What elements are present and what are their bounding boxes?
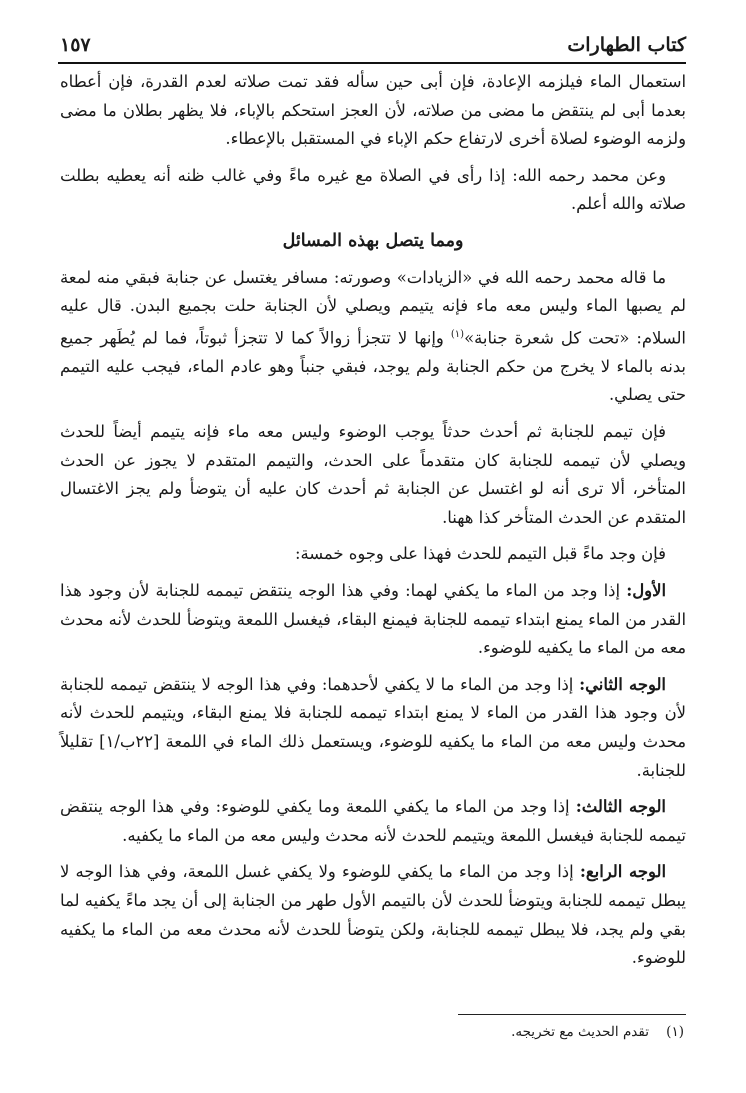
running-header (58, 28, 686, 58)
paragraph-4: فإن تيمم للجنابة ثم أحدث حدثاً يوجب الوضوء وليس معه ماء فإنه يتيمم أيضاً للحدث ويصلي لأن تيممه للجنابة كان متقدماً على الحدث، والتيمم المتقدم لا يجوز عن الحدث المتأخر، ألا ترى أنه لو اغتسل عن الجنابة ثم أحدث كان عليه أن يتوضأ ولم يجز الاغتسال المتقدم عن الحدث المتأخر كذا ههنا. (60, 422, 686, 527)
case-4-text: إذا وجد من الماء ما يكفي للوضوء ولا يكفي غسل اللمعة، وفي هذا الوجه لا يبطل تيممه للجنابة ويتوضأ للحدث لأن بالتيمم الأول طهر من الجنابة إلى أن يجد ماءً يكفيه لما بقي ولم يجد، فلا يبطل تيممه للجنابة، ولكن يتوضأ للحدث لأنه محدث معه من الماء ما يكفيه للوضوء. (60, 862, 686, 968)
footnote-number: (١) (666, 1024, 684, 1040)
page-number: ١٥٧ (60, 34, 91, 56)
footnote-ref[interactable]: (١) (450, 328, 465, 340)
paragraph-3 (60, 264, 686, 410)
section-heading: ومما يتصل بهذه المسائل (282, 230, 464, 251)
paragraph-8 (60, 793, 686, 850)
case-1-text: إذا وجد من الماء ما يكفي لهما: وفي هذا الوجه ينتقض تيممه للجنابة لأن وجود هذا القدر من الماء يمنع ابتداء تيممه للجنابة فيمنع البقاء، فيغسل اللمعة ويتوضأ للحدث لأنه محدث معه من الماء ما يكفيه للوضوء. (60, 580, 686, 658)
paragraph-2: وعن محمد رحمه الله: إذا رأى في الصلاة مع غيره ماءً وفي غالب ظنه أنه يعطيه بطلت صلاته والله أعلم. (60, 165, 686, 214)
page-container (58, 28, 686, 58)
main-text (60, 68, 686, 981)
footnote-text: تقدم الحديث مع تخريجه. (511, 1024, 649, 1040)
case-3-label: الوجه الثالث: (575, 797, 666, 817)
paragraph-6 (60, 577, 686, 663)
paragraph-5: فإن وجد ماءً قبل التيمم للحدث فهذا على وجوه خمسة: (295, 544, 666, 564)
paragraph-3-part-a: ما قاله محمد رحمه الله في «الزيادات» وصورته: مسافر يغتسل عن جنابة فبقي منه لمعة لم يصبها الماء وليس معه ماء فإنه يتيمم ويصلي لأن الجنابة حلت بجميع البدن. قال عليه السلام: «تحت كل شعرة جنابة» (60, 267, 686, 348)
footnote (511, 1024, 684, 1040)
header-rule (58, 62, 686, 64)
footnote-rule (458, 1014, 686, 1015)
paragraph-3-part-b: وإنها لا تتجزأ زوالاً كما لا تتجزأ ثبوتاً، فما لم يُطَهر جميع بدنه بالماء لا يخرج من حكم الجنابة ولم يوجد، فبقي جنباً وهو عادم الماء، فيجب عليه التيمم حتى يصلي. (60, 328, 686, 405)
case-2-label: الوجه الثاني: (579, 674, 666, 694)
paragraph-9 (60, 858, 686, 972)
case-3-text: إذا وجد من الماء ما يكفي اللمعة وما يكفي للوضوء: وفي هذا الوجه ينتقض تيممه للجنابة فيغسل اللمعة ويتيمم للحدث لأنه محدث وليس معه من الماء ما يكفيه. (60, 797, 686, 845)
book-title: كتاب الطهارات (567, 34, 686, 56)
case-2-text: إذا وجد من الماء ما لا يكفي لأحدهما: وفي هذا الوجه لا ينتقض تيممه للجنابة لأن وجود هذا القدر من الماء لا يمنع ابتداء تيممه للجنابة فلا يمنع البقاء، ويتيمم للحدث لأنه محدث وليس معه من الماء ما يكفيه للوضوء، ويستعمل ذلك الماء في اللمعة [٢٢ب/١] تقليلاً للجنابة. (60, 674, 686, 780)
case-1-label: الأول: (626, 580, 666, 600)
case-4-label: الوجه الرابع: (579, 862, 666, 882)
paragraph-1: استعمال الماء فيلزمه الإعادة، فإن أبى حين سأله فقد تمت صلاته لعدم القدرة، فإن أعطاه بعدما أبى لم ينتقض ما مضى من صلاته، لأن العجز استحكم بالإباء، فلا يظهر بطلان ما مضى ولزمه الوضوء لصلاة أخرى لارتفاع حكم الإباء في المستقبل بالإعطاء. (60, 72, 686, 149)
paragraph-7 (60, 671, 686, 785)
